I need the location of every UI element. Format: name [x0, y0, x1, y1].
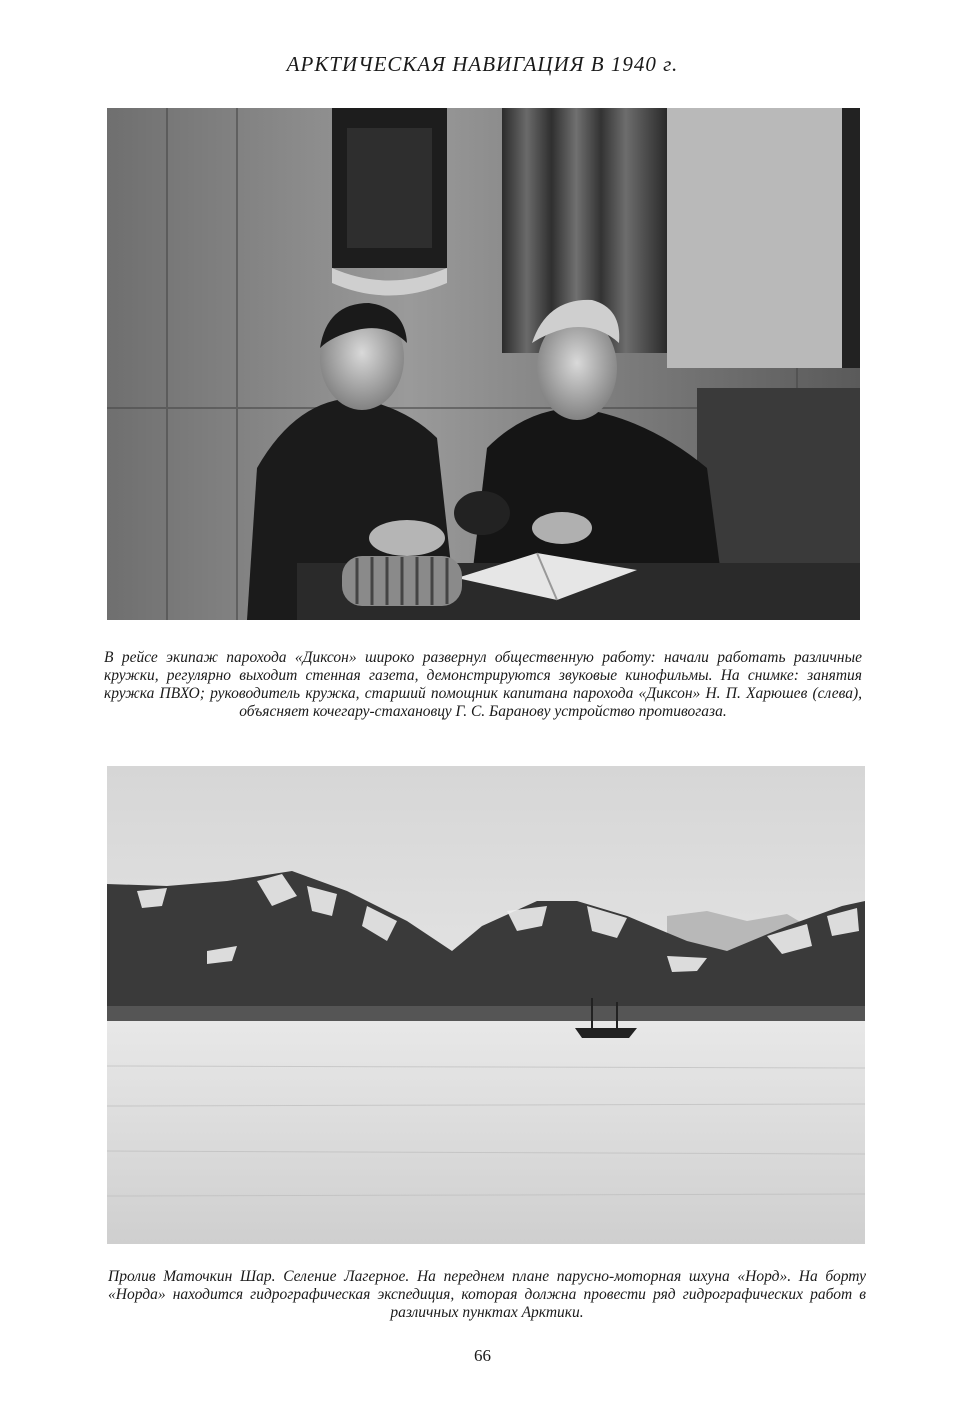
- photo-strait-mountains-image: [107, 766, 865, 1244]
- running-title: АРКТИЧЕСКАЯ НАВИГАЦИЯ В 1940 г.: [286, 52, 679, 76]
- photo-cabin-crew-caption: В рейсе экипаж парохода «Диксон» широко развернул общественную работу: начали работать различные кружки, регулярно выходит стенная газета, демонстрируются звуковые кинофильмы. На снимке: занятия кружка ПВХО; руководитель кружка, старший помощник капитана парохода «Диксон» Н. П. Харюшев (слева), объясняет кочегару-стахановцу Г. С. Баранову устройство противогаза.: [104, 649, 862, 720]
- photo-strait-mountains-caption: Пролив Маточкин Шар. Селение Лагерное. На переднем плане парусно-моторная шхуна «Норд». На борту «Норда» находится гидрографическая экспедиция, которая должна провести ряд гидрографических работ в различных пунктах Арктики.: [108, 1268, 866, 1321]
- photo-cabin-crew: [107, 108, 860, 620]
- photo-strait-mountains: [107, 766, 865, 1244]
- photo-cabin-crew-image: [107, 108, 860, 620]
- page-number: 66: [474, 1346, 491, 1365]
